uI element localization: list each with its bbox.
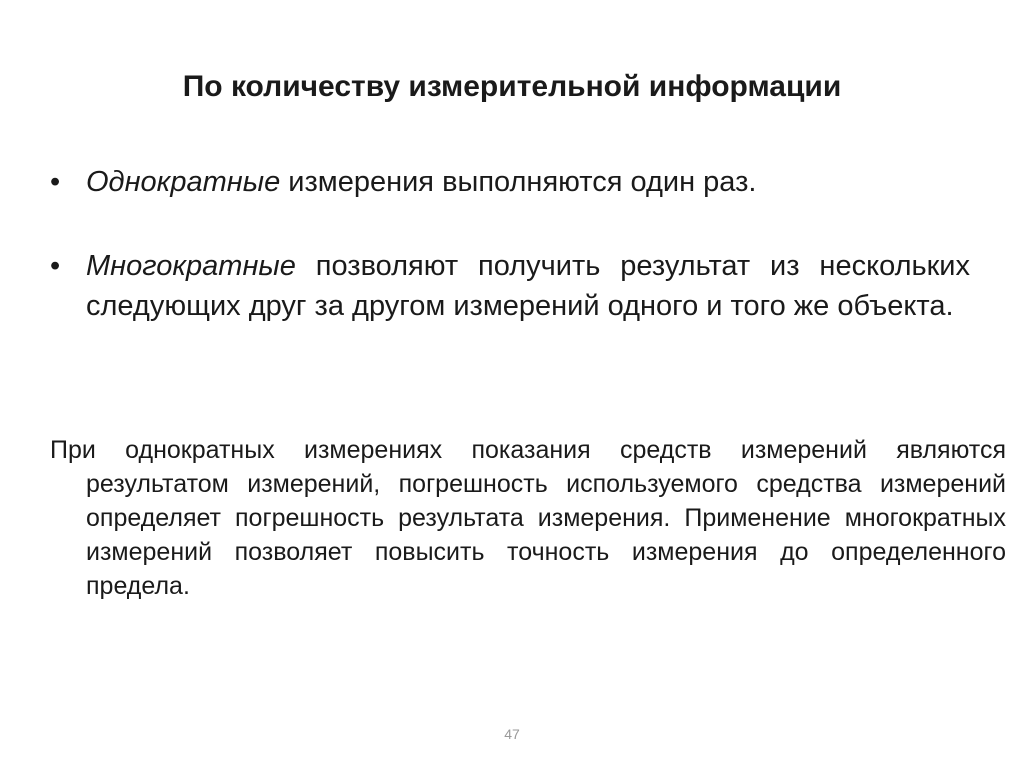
bullet-term-single: Однократные xyxy=(86,166,281,198)
bullet-item-multiple xyxy=(50,246,970,326)
slide-title: По количеству измерительной информации xyxy=(182,70,842,103)
bullet-marker: • xyxy=(50,166,61,198)
page-number: 47 xyxy=(504,726,520,742)
bullet-text-multiple: позволяют получить результат из нескольких следующих друг за другом измерений одного и того же объекта. xyxy=(86,250,970,322)
bullet-term-multiple: Многократные xyxy=(86,250,296,282)
explanation-paragraph: При однократных измерениях показания средств измерений являются результатом измерений, погрешность используемого средства измерений определяет погрешность результата измерения. Применение многократных измерений позволяет повысить точность измерения до определенного предела. xyxy=(50,436,1006,600)
bullet-item-single xyxy=(50,162,970,202)
bullet-marker: • xyxy=(50,250,61,282)
bullet-text-single: измерения выполняются один раз. xyxy=(280,166,757,198)
bullet-list xyxy=(50,162,970,326)
